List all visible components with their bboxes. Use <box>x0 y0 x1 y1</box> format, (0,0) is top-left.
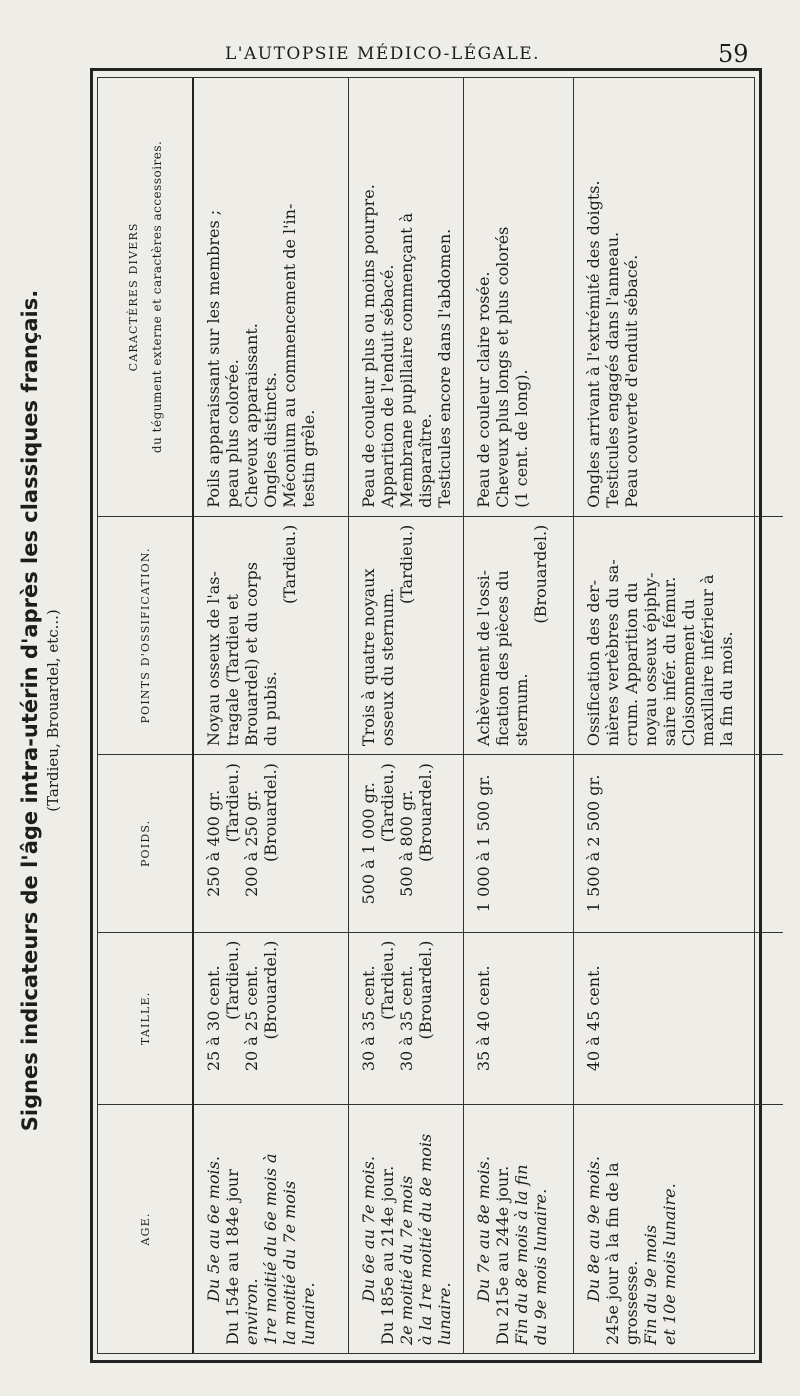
cell-age <box>573 1105 783 1354</box>
table-title: Signes indicateurs de l'âge intra-utérin d'après les classiques français. <box>18 289 42 1132</box>
age-line: Du 6e au 7e mois. <box>358 1156 378 1302</box>
age-line: à la 1re moitié du 8e mois <box>415 1133 435 1345</box>
age-line: du 9e mois lunaire. <box>530 1188 550 1345</box>
cell-ossification <box>573 516 783 754</box>
poids-line: 1 500 à 2 500 gr. <box>583 774 603 913</box>
cell-taille <box>193 932 348 1104</box>
header-row <box>98 78 193 1353</box>
caracteres-line: Peau de couleur plus ou moins pourpre. <box>358 184 378 508</box>
poids-line: 500 à 1 000 gr. <box>358 782 378 905</box>
cell-ossification <box>348 516 463 754</box>
header-caracteres <box>98 78 193 516</box>
cell-poids <box>193 755 348 933</box>
table-row <box>348 78 463 1353</box>
cell-caracteres <box>463 78 573 516</box>
caracteres-line: Ongles distincts. <box>261 372 280 508</box>
caracteres-line: Ongles arrivant à l'extrémité des doigts. <box>583 180 603 508</box>
cell-age <box>193 1105 348 1354</box>
ossification-line: maxillaire inférieur à <box>697 574 717 747</box>
caracteres-line: Testicules engagés dans l'anneau. <box>602 231 622 508</box>
poids-line: 200 à 250 gr. <box>242 789 261 897</box>
age-line: Du 8e au 9e mois. <box>583 1156 603 1302</box>
header-age: AGE. <box>98 1105 193 1354</box>
table-row <box>573 78 783 1353</box>
taille-line: (Tardieu.) <box>223 940 242 1020</box>
cell-ossification <box>193 516 348 754</box>
caracteres-line: (1 cent. de long). <box>511 369 531 508</box>
caracteres-line: Cheveux apparaissant. <box>242 323 261 508</box>
header-caracteres-title: CARACTÈRES DIVERS <box>126 222 140 372</box>
ossification-line: (Tardieu.) <box>396 524 416 605</box>
caracteres-line: Peau couverte d'enduit sébacé. <box>621 254 641 508</box>
age-line: Du 7e au 8e mois. <box>473 1156 493 1302</box>
age-signs-table <box>98 78 783 1353</box>
taille-line: 30 à 35 cent. <box>358 965 378 1072</box>
age-line: et 10e mois lunaire. <box>659 1183 679 1345</box>
age-line: Fin du 8e mois à la fin <box>511 1164 531 1345</box>
age-line: lunaire. <box>299 1282 318 1345</box>
cell-caracteres <box>193 78 348 516</box>
age-line: 1re moitié du 6e mois à <box>261 1153 280 1345</box>
ossification-line: noyau osseux épiphy- <box>640 572 660 747</box>
cell-ossification <box>463 516 573 754</box>
age-line: environ. <box>242 1278 261 1345</box>
taille-line: 35 à 40 cent. <box>473 965 493 1072</box>
cell-age <box>463 1105 573 1354</box>
poids-line: (Tardieu.) <box>377 763 397 843</box>
header-taille: TAILLE. <box>98 932 193 1104</box>
rotated-table-block <box>12 58 770 1363</box>
ossification-line: nières vertèbres du sa- <box>602 559 622 747</box>
caracteres-line: Cheveux plus longs et plus colorés <box>492 226 512 508</box>
table-frame <box>90 68 762 1363</box>
ossification-line: tragale (Tardieu et <box>223 594 242 747</box>
taille-line: (Brouardel.) <box>261 940 280 1040</box>
cell-poids <box>348 755 463 933</box>
poids-line: (Brouardel.) <box>415 763 435 863</box>
caracteres-line: Testicules encore dans l'abdomen. <box>434 228 454 508</box>
header-poids: POIDS. <box>98 755 193 933</box>
caracteres-line: disparaître. <box>415 413 435 508</box>
running-title: L'AUTOPSIE MÉDICO-LÉGALE. <box>225 44 541 64</box>
ossification-line: Ossification des der- <box>583 579 603 747</box>
ossification-line: Noyau osseux de l'as- <box>204 571 223 747</box>
poids-line: 500 à 800 gr. <box>396 789 416 897</box>
ossification-line: Cloisonnement du <box>678 599 698 747</box>
ossification-line: sternum. <box>511 673 531 747</box>
ossification-line: Brouardel) et du corps <box>242 562 261 747</box>
age-line: Du 5e au 6e mois. <box>204 1156 223 1302</box>
table-inner-border <box>97 77 755 1354</box>
caracteres-line: Méconium au commencement de l'in- <box>280 203 299 508</box>
ossification-line: (Brouardel.) <box>530 524 550 624</box>
cell-age <box>348 1105 463 1354</box>
taille-line: 40 à 45 cent. <box>583 965 603 1072</box>
cell-taille <box>573 932 783 1104</box>
poids-line: 250 à 400 gr. <box>204 789 223 897</box>
caracteres-line: Peau de couleur claire rosée. <box>473 271 493 508</box>
age-line: la moitié du 7e mois <box>280 1180 299 1345</box>
table-caption <box>12 58 72 1363</box>
header-ossification: POINTS D'OSSIFICATION. <box>98 516 193 754</box>
ossification-line: crum. Apparition du <box>621 582 641 747</box>
cell-taille <box>463 932 573 1104</box>
age-line: Du 185e au 214e jour. <box>377 1165 397 1345</box>
cell-taille <box>348 932 463 1104</box>
cell-poids <box>573 755 783 933</box>
ossification-line: (Tardieu.) <box>280 524 299 605</box>
taille-line: (Tardieu.) <box>377 940 397 1020</box>
ossification-line: Achèvement de l'ossi- <box>473 569 493 747</box>
taille-line: 25 à 30 cent. <box>204 965 223 1072</box>
caracteres-line: peau plus colorée. <box>223 359 242 508</box>
age-line: grossesse. <box>621 1260 641 1345</box>
ossification-line: fication des pièces du <box>492 570 512 747</box>
poids-line: 1 000 à 1 500 gr. <box>473 774 493 913</box>
ossification-line: osseux du sternum. <box>377 587 397 747</box>
age-line: 245e jour à la fin de la <box>602 1162 622 1345</box>
cell-poids <box>463 755 573 933</box>
ossification-line: saire infér. du fémur. <box>659 576 679 747</box>
poids-line: (Tardieu.) <box>223 763 242 843</box>
table-row <box>463 78 573 1353</box>
age-line: Fin du 9e mois <box>640 1224 660 1345</box>
ossification-line: la fin du mois. <box>716 631 736 747</box>
caracteres-line: testin grêle. <box>299 409 318 508</box>
poids-line: (Brouardel.) <box>261 763 280 863</box>
age-line: Du 154e au 184e jour <box>223 1169 242 1345</box>
age-line: Du 215e au 244e jour. <box>492 1165 512 1345</box>
table-subtitle: (Tardieu, Brouardel, etc...) <box>44 609 62 812</box>
ossification-line: du pubis. <box>261 671 280 747</box>
taille-line: 30 à 35 cent. <box>396 965 416 1072</box>
taille-line: (Brouardel.) <box>415 940 435 1040</box>
header-caracteres-sub: du tégument externe et caractères accessoires. <box>149 140 164 454</box>
caracteres-line: Membrane pupillaire commençant à <box>396 212 416 508</box>
age-line: lunaire. <box>434 1282 454 1345</box>
cell-caracteres <box>573 78 783 516</box>
age-line: 2e moitié du 7e mois <box>396 1175 416 1345</box>
caracteres-line: Poils apparaissant sur les membres ; <box>204 209 223 508</box>
ossification-line: Trois à quatre noyaux <box>358 568 378 747</box>
page-number: 59 <box>718 40 749 68</box>
caracteres-line: Apparition de l'enduit sébacé. <box>377 264 397 508</box>
cell-caracteres <box>348 78 463 516</box>
table-row <box>193 78 348 1353</box>
taille-line: 20 à 25 cent. <box>242 965 261 1072</box>
